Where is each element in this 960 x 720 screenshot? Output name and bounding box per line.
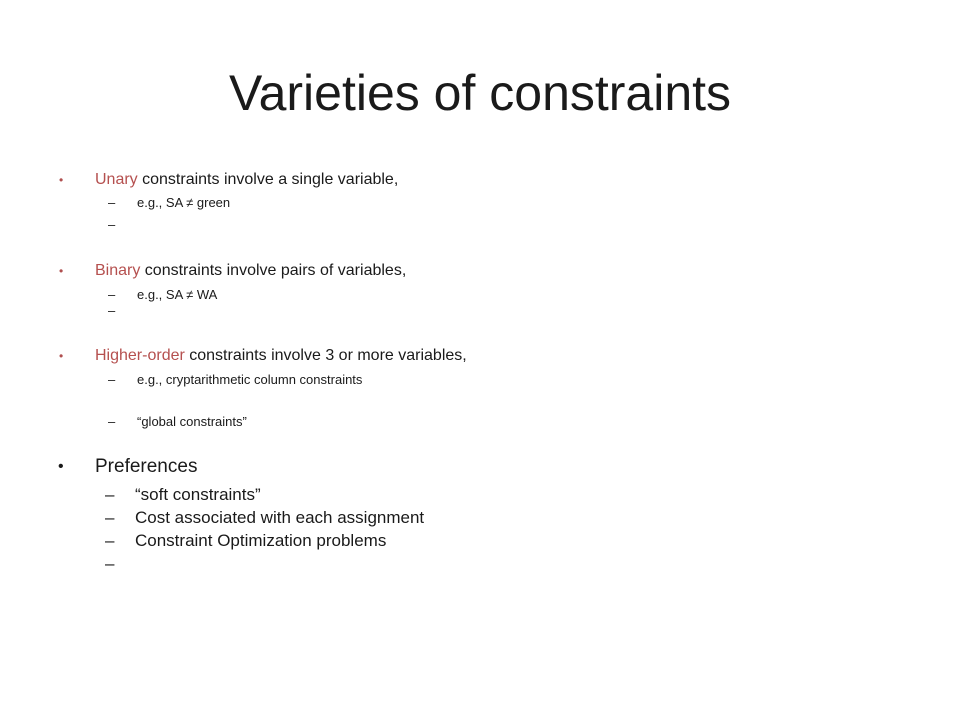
- unary-text: constraints involve a single variable,: [137, 171, 399, 188]
- bullet-icon: •: [59, 264, 64, 278]
- sub-bullet-binary-1: [108, 286, 218, 304]
- binary-keyword: Binary: [95, 262, 141, 279]
- binary-text: constraints involve pairs of variables,: [140, 262, 407, 279]
- bullet-icon: •: [59, 173, 64, 187]
- preferences-text: Preferences: [95, 456, 198, 477]
- dash-icon: –: [105, 485, 115, 504]
- dash-icon: –: [105, 531, 115, 550]
- higher-order-keyword: Higher-order: [95, 347, 185, 364]
- bullet-preferences: [58, 455, 198, 479]
- sub-bullet-text: e.g., SA ≠ green: [137, 195, 231, 210]
- dash-icon: –: [108, 287, 116, 302]
- sub-bullet-preferences-1: [105, 484, 261, 506]
- unary-keyword: Unary: [95, 171, 138, 188]
- sub-bullet-text: Constraint Optimization problems: [135, 531, 387, 550]
- sub-bullet-text: “soft constraints”: [135, 485, 261, 504]
- dash-icon: –: [108, 372, 116, 387]
- sub-bullet-higher-order-2: [108, 413, 247, 431]
- sub-bullet-preferences-3: [105, 530, 387, 552]
- bullet-icon: •: [59, 349, 64, 363]
- bullet-unary: [59, 170, 399, 190]
- sub-bullet-unary-1: [108, 194, 231, 212]
- dash-icon: –: [105, 508, 115, 527]
- bullet-binary: [59, 261, 407, 281]
- bullet-higher-order: [59, 346, 467, 366]
- slide-title: Varieties of constraints: [228, 65, 732, 121]
- bullet-icon: •: [58, 458, 64, 475]
- sub-bullet-text: e.g., cryptarithmetic column constraints: [137, 372, 363, 387]
- dash-icon: –: [108, 195, 116, 210]
- dash-icon: –: [105, 554, 115, 573]
- sub-bullet-higher-order-1: [108, 371, 363, 389]
- sub-bullet-text: e.g., SA ≠ WA: [137, 287, 218, 302]
- sub-bullet-text: “global constraints”: [137, 414, 247, 429]
- dash-icon: –: [108, 414, 116, 429]
- higher-order-text: constraints involve 3 or more variables,: [184, 347, 467, 364]
- sub-bullet-text: Cost associated with each assignment: [135, 508, 425, 527]
- sub-bullet-preferences-2: [105, 507, 425, 529]
- dash-icon: –: [108, 217, 116, 232]
- dash-icon: –: [108, 303, 116, 318]
